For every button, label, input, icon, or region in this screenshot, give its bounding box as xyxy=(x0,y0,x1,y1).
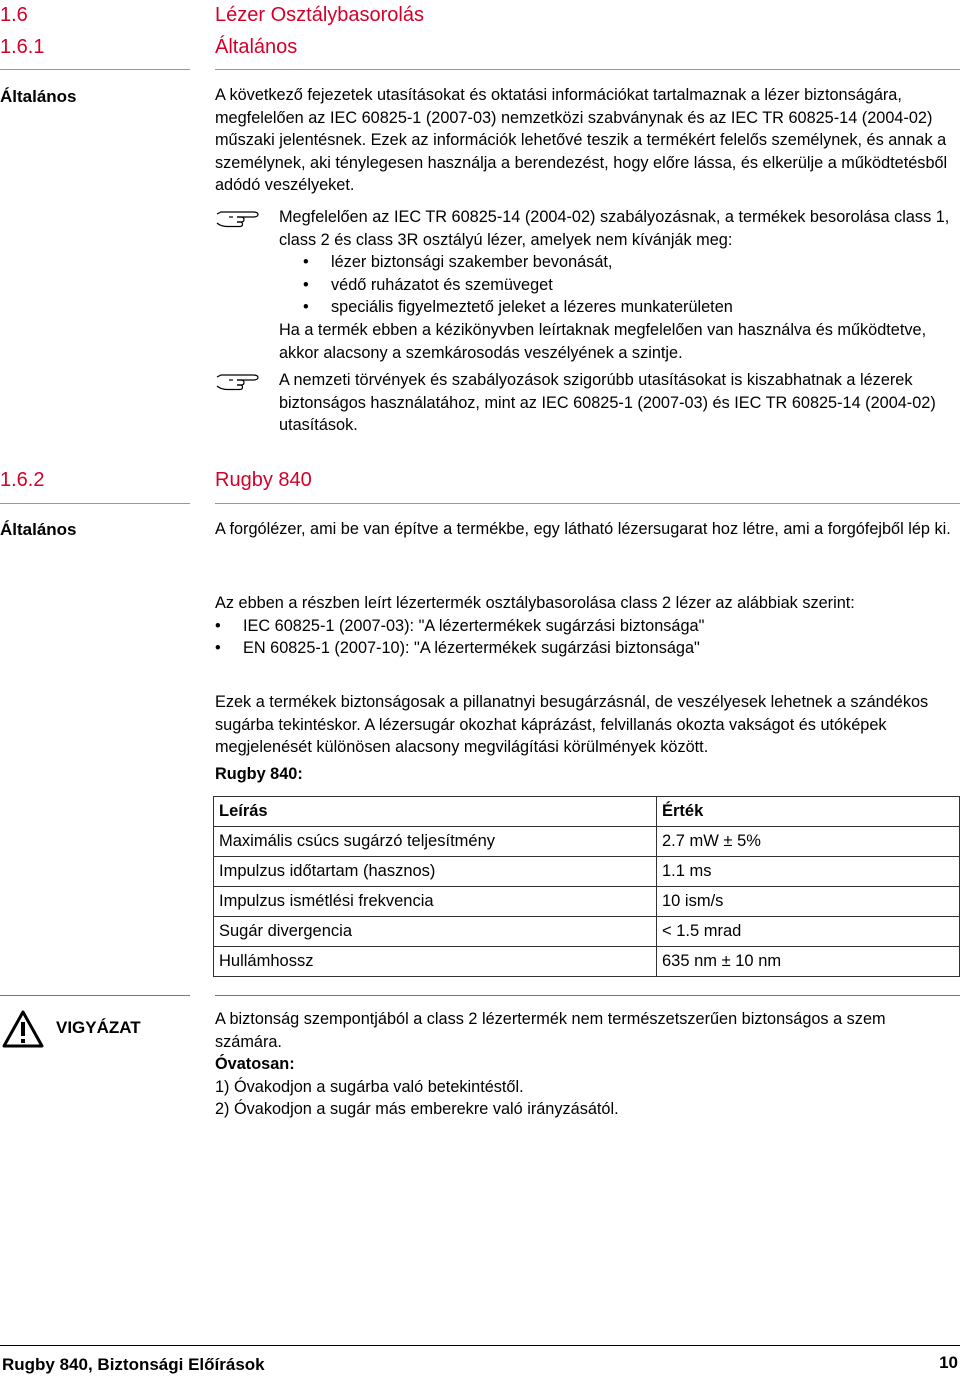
page-number: 10 xyxy=(939,1353,958,1372)
section-number: 1.6 xyxy=(0,4,28,26)
list-item: • lézer biztonsági szakember bevonását, xyxy=(303,251,957,274)
table-cell: 635 nm ± 10 nm xyxy=(657,947,960,977)
table-title: Rugby 840: xyxy=(215,765,303,783)
table-header-row xyxy=(214,797,960,827)
list-item: • speciális figyelmeztető jeleket a lézeres munkaterületen xyxy=(303,296,957,319)
warning-text: A biztonság szempontjából a class 2 lézertermék nem természetszerűen biztonságos a szem számára. xyxy=(215,1010,886,1051)
table-cell: Sugár divergencia xyxy=(214,917,657,947)
table-row xyxy=(214,887,960,917)
table-cell: Maximális csúcs sugárzó teljesítmény xyxy=(214,827,657,857)
list-item: 1) Óvakodjon a sugárba való betekintéstől. xyxy=(215,1077,524,1096)
table-cell: 1.1 ms xyxy=(657,857,960,887)
divider xyxy=(0,69,190,70)
subsection-number: 1.6.1 xyxy=(0,36,45,58)
list-item: • védő ruházatot és szemüveget xyxy=(303,274,957,297)
table-header: Leírás xyxy=(214,797,657,827)
warning-paragraph xyxy=(215,1008,950,1121)
footer-title: Rugby 840, Biztonsági Előírások xyxy=(2,1355,265,1374)
paragraph: A forgólézer, ami be van építve a termékbe, egy látható lézersugarat hoz létre, ami a forgófejből lép ki. xyxy=(215,520,951,538)
table-row xyxy=(214,857,960,887)
list-item: 2) Óvakodjon a sugár más emberekre való irányzásától. xyxy=(215,1100,619,1119)
divider xyxy=(215,995,960,996)
note-text: Megfelelően az IEC TR 60825-14 (2004-02) szabályozásnak, a termékek besorolása class 1, class 2 és class 3R osztályú lézer, amelyek nem kívánják meg: xyxy=(279,208,950,249)
table-header: Érték xyxy=(657,797,960,827)
list-item: • IEC 60825-1 (2007-03): "A lézertermékek sugárzási biztonsága" xyxy=(215,615,960,638)
list-item: • EN 60825-1 (2007-10): "A lézertermékek sugárzási biztonsága" xyxy=(215,637,960,660)
warning-label: VIGYÁZAT xyxy=(56,1018,141,1037)
table-row xyxy=(214,917,960,947)
divider xyxy=(215,69,960,70)
table-cell: 2.7 mW ± 5% xyxy=(657,827,960,857)
divider xyxy=(0,503,190,504)
table-row xyxy=(214,827,960,857)
note-paragraph xyxy=(279,206,957,364)
divider xyxy=(215,503,960,504)
paragraph-text: Az ebben a részben leírt lézertermék osztálybasorolása class 2 lézer az alábbiak szerint: xyxy=(215,594,855,612)
table-cell: 10 ism/s xyxy=(657,887,960,917)
table-row xyxy=(214,947,960,977)
paragraph: Ezek a termékek biztonságosak a pillanatnyi besugárzásnál, de veszélyesek lehetnek a szándékos sugárba tekintéskor. A lézersugár okozhat káprázást, felvillanás okozta vakságot és utóképek megjelenését különösen alacsony megvilágítási körülmények között. xyxy=(215,693,929,757)
warning-triangle-icon xyxy=(1,1009,45,1049)
pointing-hand-icon xyxy=(215,369,261,391)
intro-paragraph: A következő fejezetek utasításokat és oktatási információkat tartalmaznak a lézer biztonságára, megfelelően az IEC 60825-1 (2007-03) nemzetközi szabványnak és az IEC TR 60825-14 (2004-02) műszaki jelentésnek. Ezek az információk lehetővé teszik a termékért felelős személynek, és annak a személynek, aki ténylegesen használja a berendezést, hogy előre lássa, és elkerülje a működtetésből adódó veszélyeket. xyxy=(215,86,948,195)
side-label: Általános xyxy=(0,87,77,106)
pointing-hand-icon xyxy=(215,206,261,228)
table-cell: Hullámhossz xyxy=(214,947,657,977)
note-paragraph: A nemzeti törvények és szabályozások szigorúbb utasításokat is kiszabhatnak a lézerek biztonságos használatához, mint az IEC 60825-1 (2007-03) és IEC TR 60825-14 (2004-02) utasítások. xyxy=(279,371,936,435)
subsection-title: Rugby 840 xyxy=(215,469,312,491)
footer-rule xyxy=(0,1345,960,1346)
paragraph xyxy=(215,592,960,660)
subsection-title: Általános xyxy=(215,36,298,58)
table-cell: < 1.5 mrad xyxy=(657,917,960,947)
specs-table xyxy=(213,796,960,977)
table-cell: Impulzus időtartam (hasznos) xyxy=(214,857,657,887)
subsection-number: 1.6.2 xyxy=(0,469,45,491)
side-label: Általános xyxy=(0,520,77,539)
section-title: Lézer Osztálybasorolás xyxy=(215,4,424,26)
table-cell: Impulzus ismétlési frekvencia xyxy=(214,887,657,917)
note-text: Ha a termék ebben a kézikönyvben leírtaknak megfelelően van használva és működtetve, akkor alacsony a szemkárosodás veszélyének a szintje. xyxy=(279,320,927,362)
divider xyxy=(0,995,190,996)
caution-title: Óvatosan: xyxy=(215,1055,295,1074)
